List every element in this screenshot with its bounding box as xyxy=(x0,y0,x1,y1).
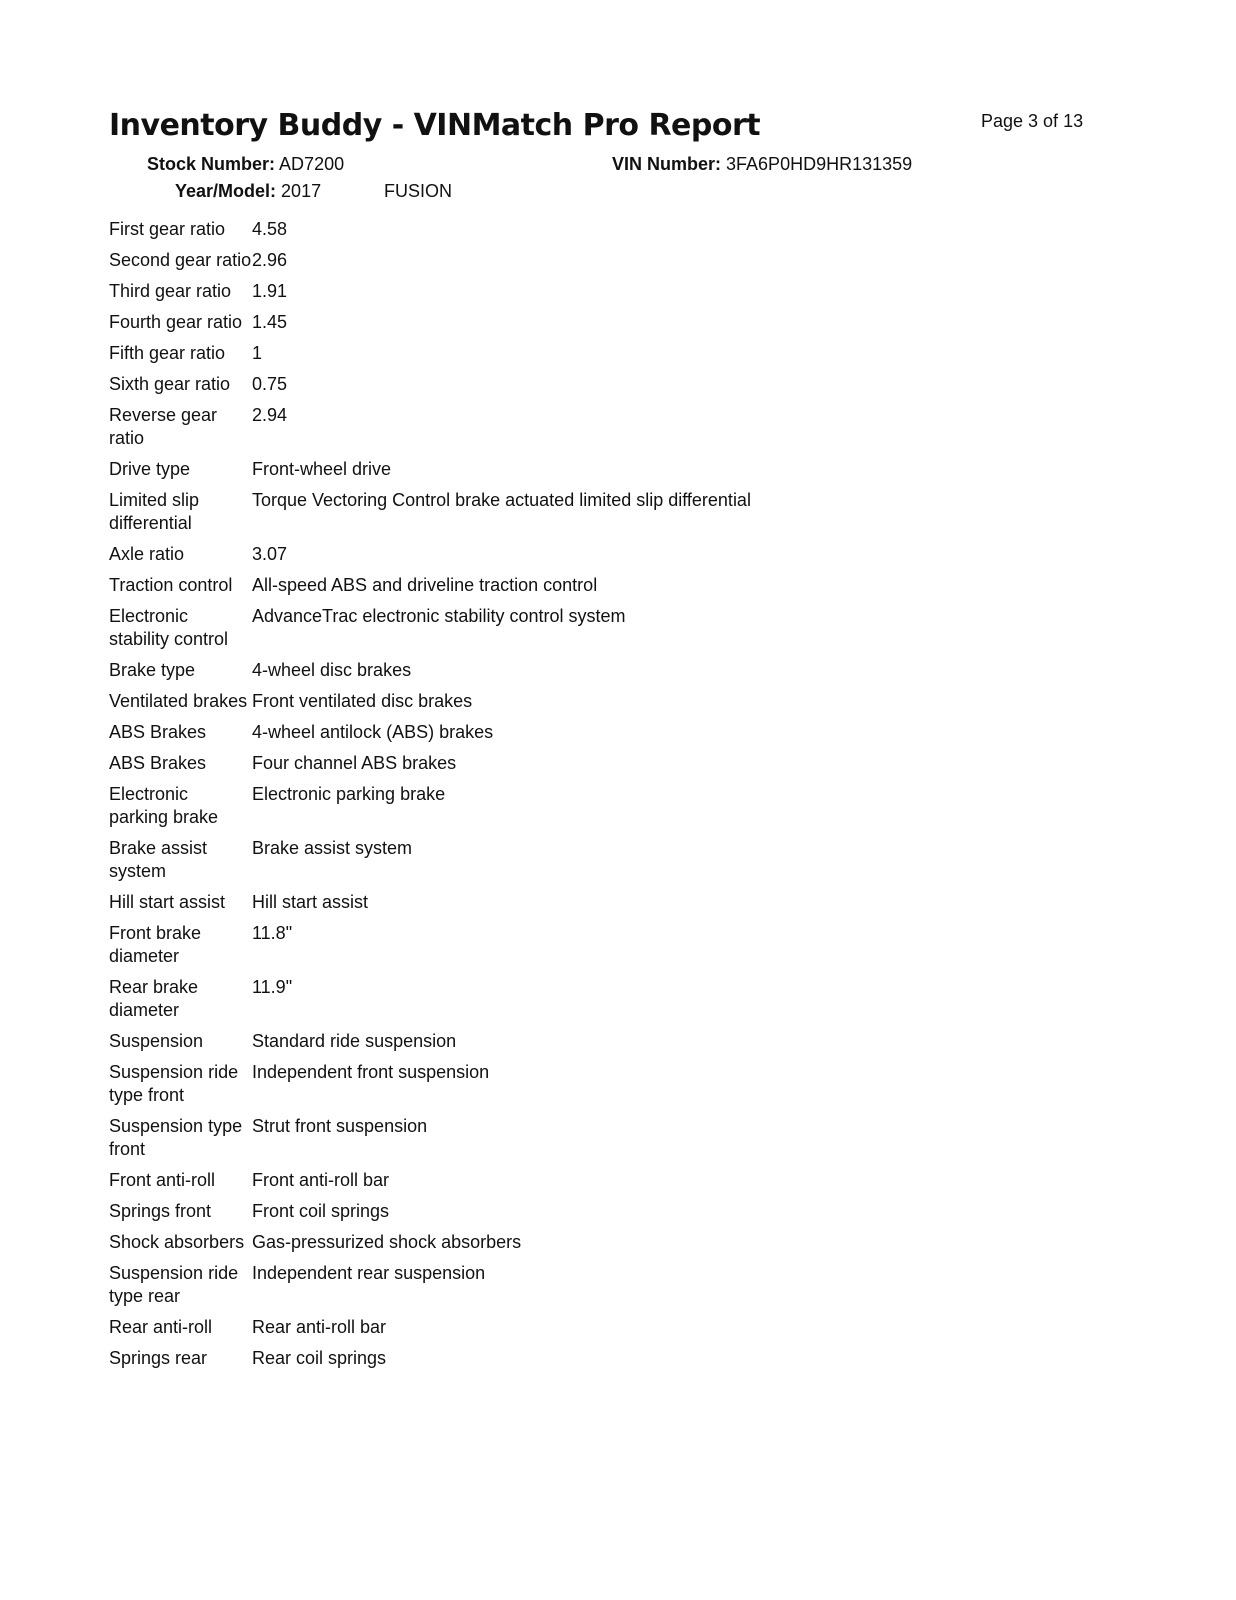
spec-row xyxy=(109,1231,751,1262)
spec-row xyxy=(109,1061,751,1115)
spec-row xyxy=(109,976,751,1030)
spec-label: Brake type xyxy=(109,660,196,680)
spec-value: 11.9" xyxy=(252,977,293,997)
spec-row xyxy=(109,218,751,249)
spec-label: Shock absorbers xyxy=(109,1232,245,1252)
spec-value: Electronic parking brake xyxy=(252,784,446,804)
spec-value: 2.94 xyxy=(252,405,288,425)
spec-label: Suspension xyxy=(109,1031,204,1051)
spec-value: Front-wheel drive xyxy=(252,459,392,479)
spec-row xyxy=(109,783,751,837)
spec-row xyxy=(109,690,751,721)
spec-label: Sixth gear ratio xyxy=(109,374,231,394)
spec-label: Second gear ratio xyxy=(109,250,252,270)
spec-row xyxy=(109,404,751,458)
spec-label: Limited slip differential xyxy=(109,490,200,533)
spec-label: Axle ratio xyxy=(109,544,185,564)
spec-row xyxy=(109,543,751,574)
spec-label: First gear ratio xyxy=(109,219,226,239)
spec-row xyxy=(109,311,751,342)
spec-label: Springs front xyxy=(109,1201,212,1221)
spec-value: Rear coil springs xyxy=(252,1348,387,1368)
spec-value: Front coil springs xyxy=(252,1201,390,1221)
spec-row xyxy=(109,1347,751,1378)
spec-value: 1.91 xyxy=(252,281,288,301)
spec-value: Front anti-roll bar xyxy=(252,1170,390,1190)
spec-row xyxy=(109,1115,751,1169)
spec-value: 4-wheel disc brakes xyxy=(252,660,412,680)
spec-value: 2.96 xyxy=(252,250,288,270)
spec-value: Independent rear suspension xyxy=(252,1263,486,1283)
spec-value: Torque Vectoring Control brake actuated limited slip differential xyxy=(252,490,751,510)
spec-label: Suspension ride type front xyxy=(109,1062,239,1105)
spec-value: Rear anti-roll bar xyxy=(252,1317,387,1337)
spec-label: Front brake diameter xyxy=(109,923,202,966)
spec-row xyxy=(109,721,751,752)
spec-label: Rear brake diameter xyxy=(109,977,199,1020)
spec-row xyxy=(109,837,751,891)
spec-label: ABS Brakes xyxy=(109,722,207,742)
spec-label: ABS Brakes xyxy=(109,753,207,773)
vin-label: VIN Number: xyxy=(612,154,722,174)
spec-value: 0.75 xyxy=(252,374,288,394)
spec-value: Strut front suspension xyxy=(252,1116,428,1136)
spec-row xyxy=(109,280,751,311)
spec-row xyxy=(109,342,751,373)
spec-label: Traction control xyxy=(109,575,233,595)
spec-label: Fourth gear ratio xyxy=(109,312,243,332)
spec-row xyxy=(109,1200,751,1231)
spec-row xyxy=(109,1262,751,1316)
page-number: Page 3 of 13 xyxy=(981,111,1084,131)
spec-value: 4.58 xyxy=(252,219,288,239)
spec-label: Electronic parking brake xyxy=(109,784,219,827)
spec-label: Ventilated brakes xyxy=(109,691,248,711)
spec-label: Electronic stability control xyxy=(109,606,229,649)
spec-row xyxy=(109,922,751,976)
spec-label: Brake assist system xyxy=(109,838,208,881)
spec-row xyxy=(109,489,751,543)
year: 2017 xyxy=(281,181,322,201)
spec-row xyxy=(109,458,751,489)
spec-value: 3.07 xyxy=(252,544,288,564)
stock-number: AD7200 xyxy=(279,154,345,174)
spec-label: Fifth gear ratio xyxy=(109,343,226,363)
spec-value: Front ventilated disc brakes xyxy=(252,691,473,711)
spec-value: Brake assist system xyxy=(252,838,413,858)
spec-label: Front anti-roll xyxy=(109,1170,216,1190)
spec-label: Reverse gear ratio xyxy=(109,405,218,448)
spec-label: Springs rear xyxy=(109,1348,208,1368)
spec-value: Independent front suspension xyxy=(252,1062,490,1082)
year-model-label: Year/Model: xyxy=(175,181,277,201)
spec-label: Suspension type front xyxy=(109,1116,243,1159)
spec-value: Four channel ABS brakes xyxy=(252,753,457,773)
spec-row xyxy=(109,605,751,659)
spec-label: Third gear ratio xyxy=(109,281,232,301)
spec-row xyxy=(109,752,751,783)
spec-value: 1.45 xyxy=(252,312,288,332)
spec-row xyxy=(109,1316,751,1347)
spec-value: 1 xyxy=(252,343,263,363)
spec-row xyxy=(109,891,751,922)
spec-value: 11.8" xyxy=(252,923,293,943)
spec-label: Rear anti-roll xyxy=(109,1317,213,1337)
spec-row xyxy=(109,1169,751,1200)
spec-table xyxy=(109,218,751,1378)
spec-value: Gas-pressurized shock absorbers xyxy=(252,1232,522,1252)
model: FUSION xyxy=(384,181,453,201)
spec-value: Standard ride suspension xyxy=(252,1031,457,1051)
vin-number: 3FA6P0HD9HR131359 xyxy=(726,154,913,174)
report-title: Inventory Buddy - VINMatch Pro Report xyxy=(109,108,761,143)
stock-label: Stock Number: xyxy=(147,154,276,174)
spec-label: Hill start assist xyxy=(109,892,226,912)
spec-row xyxy=(109,574,751,605)
spec-label: Suspension ride type rear xyxy=(109,1263,239,1306)
spec-value: Hill start assist xyxy=(252,892,369,912)
spec-value: AdvanceTrac electronic stability control system xyxy=(252,606,626,626)
spec-row xyxy=(109,659,751,690)
spec-label: Drive type xyxy=(109,459,191,479)
spec-row xyxy=(109,1030,751,1061)
spec-row xyxy=(109,373,751,404)
spec-value: 4-wheel antilock (ABS) brakes xyxy=(252,722,494,742)
spec-row xyxy=(109,249,751,280)
spec-value: All-speed ABS and driveline traction control xyxy=(252,575,598,595)
